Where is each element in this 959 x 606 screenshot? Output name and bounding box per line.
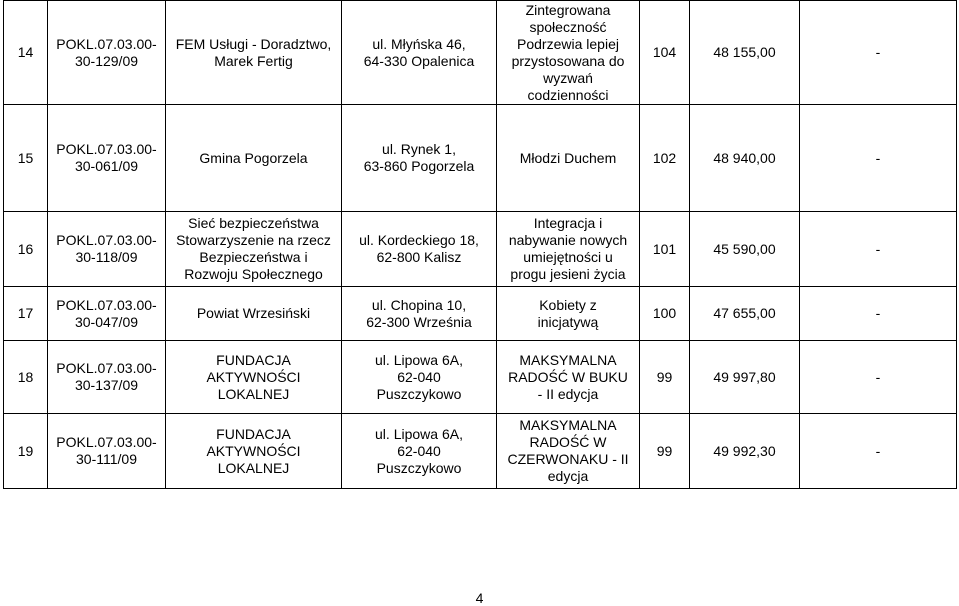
table-body: [4, 1, 957, 489]
grant-amount: 49 992,30: [690, 414, 800, 489]
application-number: POKL.07.03.00- 30-047/09: [48, 287, 166, 341]
beneficiary-address: ul. Lipowa 6A, 62-040 Puszczykowo: [342, 341, 497, 414]
grant-amount: 47 655,00: [690, 287, 800, 341]
beneficiary-name: FUNDACJA AKTYWNOŚCI LOKALNEJ: [166, 341, 342, 414]
beneficiary-address: ul. Młyńska 46, 64-330 Opalenica: [342, 1, 497, 105]
application-number: POKL.07.03.00- 30-111/09: [48, 414, 166, 489]
project-title: Kobiety z inicjatywą: [497, 287, 640, 341]
project-title: Zintegrowana społeczność Podrzewia lepiej przystosowana do wyzwań codzienności: [497, 1, 640, 105]
grant-amount: 48 155,00: [690, 1, 800, 105]
grant-amount: 45 590,00: [690, 212, 800, 287]
beneficiary-name: FUNDACJA AKTYWNOŚCI LOKALNEJ: [166, 414, 342, 489]
table-row: [4, 1, 957, 105]
row-number: 15: [4, 105, 48, 212]
row-number: 17: [4, 287, 48, 341]
application-number: POKL.07.03.00- 30-061/09: [48, 105, 166, 212]
row-number: 19: [4, 414, 48, 489]
grant-amount: 48 940,00: [690, 105, 800, 212]
extra-value: -: [800, 212, 957, 287]
application-number: POKL.07.03.00- 30-129/09: [48, 1, 166, 105]
project-title: MAKSYMALNA RADOŚĆ W BUKU - II edycja: [497, 341, 640, 414]
beneficiary-address: ul. Kordeckiego 18, 62-800 Kalisz: [342, 212, 497, 287]
table-row: [4, 341, 957, 414]
grants-table: [3, 0, 957, 489]
project-title: Młodzi Duchem: [497, 105, 640, 212]
application-number: POKL.07.03.00- 30-118/09: [48, 212, 166, 287]
beneficiary-name: Sieć bezpieczeństwa Stowarzyszenie na rzecz Bezpieczeństwa i Rozwoju Społecznego: [166, 212, 342, 287]
page-number: 4: [475, 590, 484, 606]
beneficiary-address: ul. Rynek 1, 63-860 Pogorzela: [342, 105, 497, 212]
row-number: 16: [4, 212, 48, 287]
score-value: 100: [640, 287, 690, 341]
table-row: [4, 212, 957, 287]
project-title: Integracja i nabywanie nowych umiejętności u progu jesieni życia: [497, 212, 640, 287]
beneficiary-name: FEM Usługi - Doradztwo, Marek Fertig: [166, 1, 342, 105]
extra-value: -: [800, 105, 957, 212]
table-row: [4, 287, 957, 341]
row-number: 18: [4, 341, 48, 414]
score-value: 104: [640, 1, 690, 105]
beneficiary-name: Gmina Pogorzela: [166, 105, 342, 212]
beneficiary-address: ul. Chopina 10, 62-300 Września: [342, 287, 497, 341]
project-title: MAKSYMALNA RADOŚĆ W CZERWONAKU - II edycja: [497, 414, 640, 489]
table-row: [4, 105, 957, 212]
row-number: 14: [4, 1, 48, 105]
beneficiary-address: ul. Lipowa 6A, 62-040 Puszczykowo: [342, 414, 497, 489]
score-value: 101: [640, 212, 690, 287]
extra-value: -: [800, 1, 957, 105]
grant-amount: 49 997,80: [690, 341, 800, 414]
beneficiary-name: Powiat Wrzesiński: [166, 287, 342, 341]
score-value: 99: [640, 341, 690, 414]
extra-value: -: [800, 414, 957, 489]
score-value: 102: [640, 105, 690, 212]
extra-value: -: [800, 341, 957, 414]
table-row: [4, 414, 957, 489]
score-value: 99: [640, 414, 690, 489]
extra-value: -: [800, 287, 957, 341]
application-number: POKL.07.03.00- 30-137/09: [48, 341, 166, 414]
